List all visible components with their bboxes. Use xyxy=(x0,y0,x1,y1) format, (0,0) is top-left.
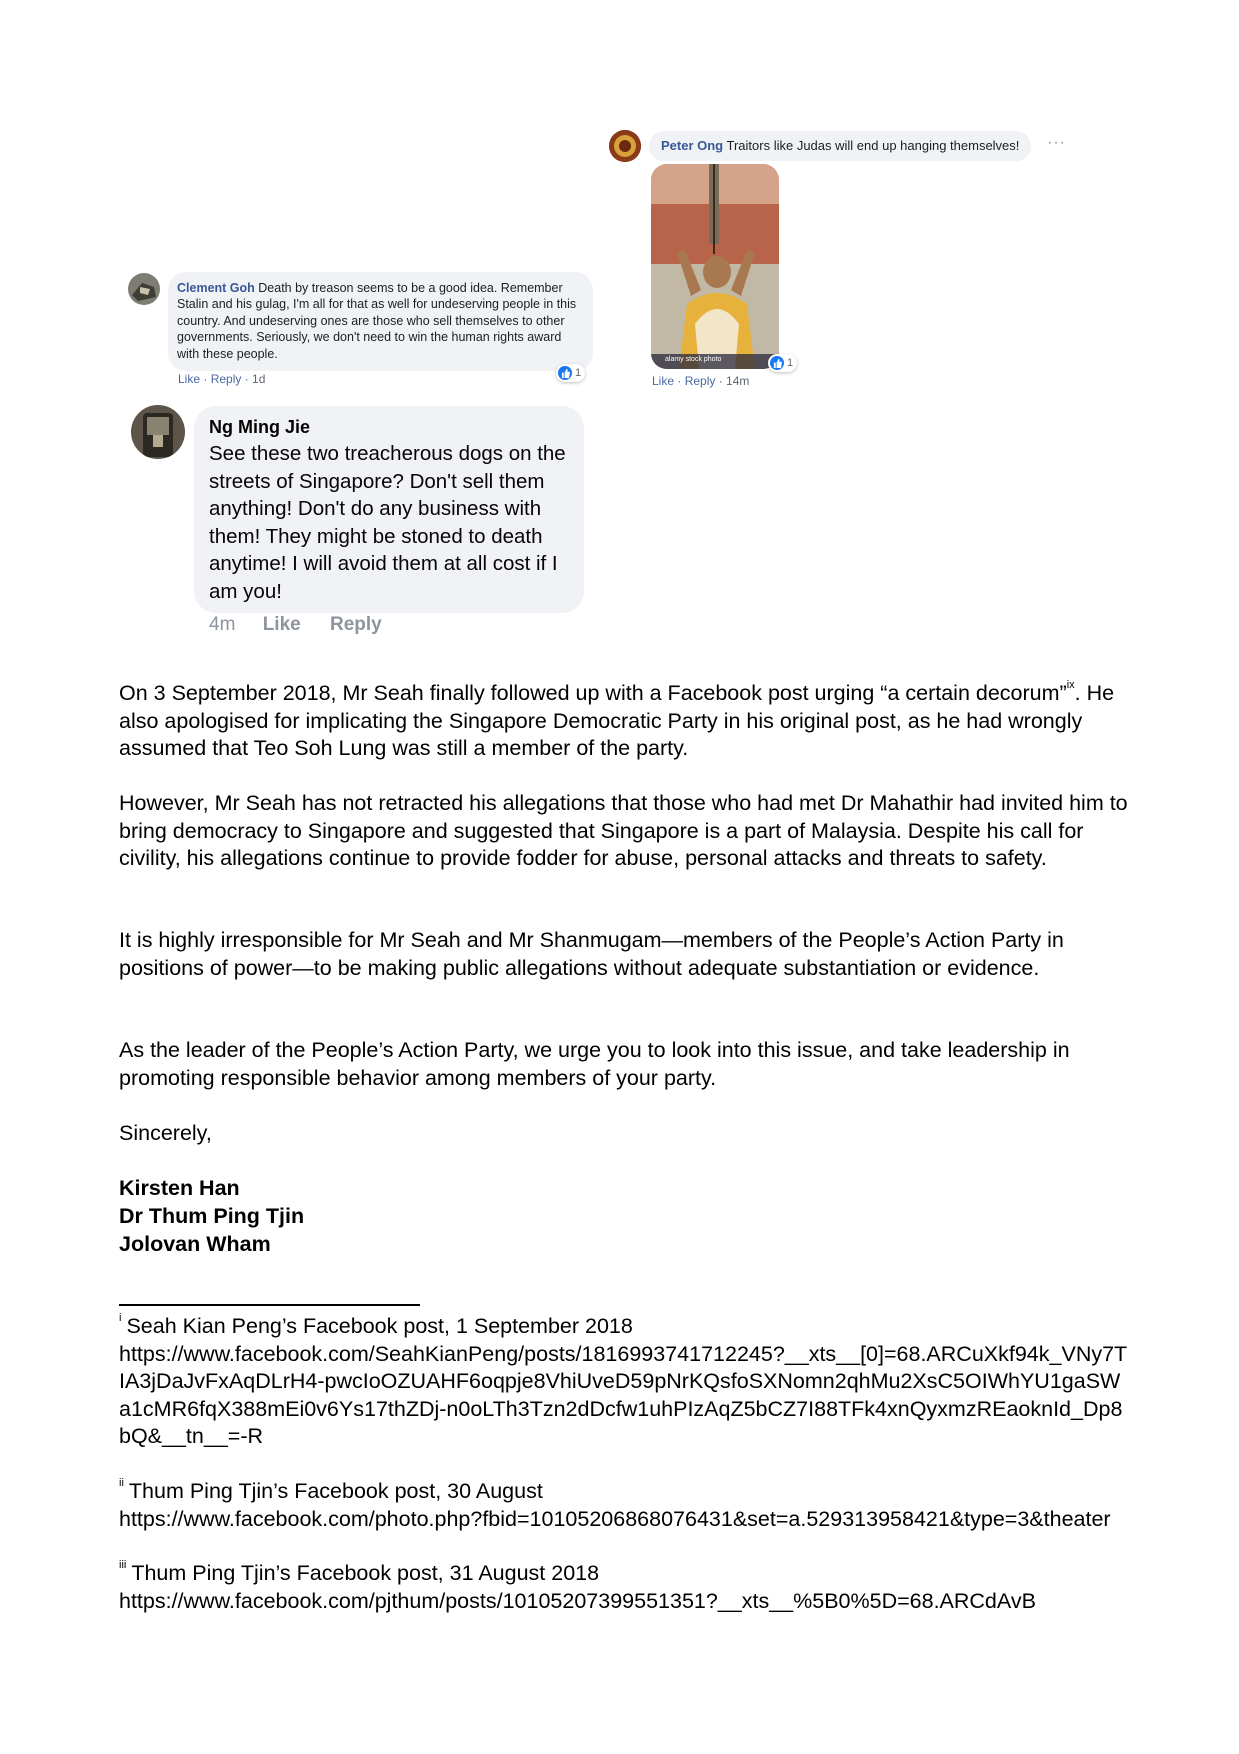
peter-ong-comment-text: Traitors like Judas will end up hanging themselves! xyxy=(726,138,1020,153)
peter-ong-reaction-count[interactable] xyxy=(768,354,797,372)
clement-goh-avatar[interactable] xyxy=(128,273,160,305)
clement-goh-reply-link[interactable]: Reply xyxy=(210,372,242,386)
footnote-separator xyxy=(119,1304,420,1306)
peter-ong-attached-photo[interactable] xyxy=(651,164,779,369)
footnote-title: Thum Ping Tjin’s Facebook post, 30 August xyxy=(128,1479,543,1503)
ng-ming-jie-comment-actions xyxy=(209,614,382,636)
peter-ong-comment-bubble xyxy=(649,131,1031,161)
footnote-mark: ii xyxy=(119,1477,124,1489)
like-reaction-icon xyxy=(558,366,572,380)
ng-ming-jie-avatar[interactable] xyxy=(131,405,185,459)
signatory-jolovan-wham: Jolovan Wham xyxy=(119,1232,271,1256)
clement-goh-reaction-number: 1 xyxy=(575,367,582,379)
ng-ming-jie-name[interactable]: Ng Ming Jie xyxy=(209,417,311,437)
peter-ong-avatar[interactable] xyxy=(609,130,641,162)
footnote-mark: i xyxy=(119,1312,122,1324)
like-reaction-icon xyxy=(770,356,784,370)
footnote-i xyxy=(119,1313,1129,1451)
footnote-title: Seah Kian Peng’s Facebook post, 1 September 2018 xyxy=(126,1314,633,1338)
paragraph-decorum xyxy=(119,680,1129,763)
footnote-url[interactable]: https://www.facebook.com/pjthum/posts/10105207399551351?__xts__%5B0%5D=68.ARCdAvB xyxy=(119,1588,1036,1613)
paragraph-allegations: However, Mr Seah has not retracted his allegations that those who had met Dr Mahathir had invited him to bring democracy to Singapore and suggested that Singapore is a part of Malaysia. Despite his call for civility, his allegations continue to provide fodder for abuse, personal attacks and threats to safety. xyxy=(119,791,1128,870)
ng-ming-jie-comment-bubble xyxy=(194,406,584,613)
paragraph-urge: As the leader of the People’s Action Party, we urge you to look into this issue, and take leadership in promoting responsible behavior among members of your party. xyxy=(119,1038,1070,1090)
clement-goh-name-link[interactable]: Clement Goh xyxy=(177,281,255,295)
clement-goh-like-link[interactable]: Like xyxy=(178,372,201,386)
clement-goh-comment-text: Death by treason seems to be a good idea. Remember Stalin and his gulag, I'm all for that as well for undeserving people in this country. And undeserving ones are those who sell themselves to other governments. Seriously, we don't need to win the human rights award with these people. xyxy=(177,281,577,361)
footnote-mark: iii xyxy=(119,1559,127,1571)
ng-ming-jie-reply-button[interactable]: Reply xyxy=(330,614,382,635)
peter-ong-name-link[interactable]: Peter Ong xyxy=(661,138,724,153)
photo-watermark: alamy stock photo xyxy=(665,356,722,363)
signatory-thum-ping-tjin: Dr Thum Ping Tjin xyxy=(119,1204,305,1228)
signatory-kirsten-han: Kirsten Han xyxy=(119,1176,240,1200)
footnote-url[interactable]: https://www.facebook.com/SeahKianPeng/posts/1816993741712245?__xts__[0]=68.ARCuXkf94k_VNy7TIA3jDaJvFxAqDLrH4-pwcIoOZUAHF6oqpje8VhiUveD59pNrKQsfoSXNomn2qhMu2XsC5OIWhYU1gaSWa1cMR6fqX388mEi0v6Ys17thZDj-n0oLTh3Tzn2dDcfw1uhPIzAqZ5bCZ7I88TFk4xnQyxmzREaoknId_Dp8bQ&__tn__=-R xyxy=(119,1341,1128,1448)
ng-ming-jie-timestamp[interactable]: 4m xyxy=(209,614,236,635)
paragraph-irresponsible: It is highly irresponsible for Mr Seah and Mr Shanmugam—members of the People’s Action Party in positions of power—to be making public allegations without adequate substantiation or evidence. xyxy=(119,928,1064,980)
peter-ong-like-link[interactable]: Like xyxy=(652,374,675,388)
clement-goh-reaction-count[interactable] xyxy=(556,364,585,382)
paragraph-decorum-text-start: On 3 September 2018, Mr Seah finally followed up with a Facebook post urging “a certain decorum” xyxy=(119,681,1067,705)
peter-ong-timestamp[interactable]: 14m xyxy=(726,374,750,388)
peter-ong-reply-link[interactable]: Reply xyxy=(684,374,716,388)
peter-ong-comment-actions: Like · Reply · 14m xyxy=(652,374,750,388)
clement-goh-comment-actions: Like · Reply · 1d xyxy=(178,372,266,386)
ng-ming-jie-like-button[interactable]: Like xyxy=(262,614,301,635)
peter-ong-reaction-number: 1 xyxy=(787,357,794,369)
footnote-url[interactable]: https://www.facebook.com/photo.php?fbid=10105206868076431&set=a.529313958421&type=3&theater xyxy=(119,1506,1111,1531)
closing: Sincerely, xyxy=(119,1121,212,1145)
clement-goh-comment-bubble xyxy=(168,272,593,371)
footnote-ii xyxy=(119,1478,1129,1533)
footnote-title: Thum Ping Tjin’s Facebook post, 31 August 2018 xyxy=(131,1561,600,1585)
more-options-icon[interactable]: ··· xyxy=(1047,134,1066,151)
clement-goh-timestamp[interactable]: 1d xyxy=(252,372,266,386)
ng-ming-jie-comment-text: See these two treacherous dogs on the streets of Singapore? Don't sell them anything! Don't do any business with them! They might be stoned to death anytime! I will avoid them at all cost if I am you! xyxy=(209,442,566,603)
footnote-ref-ix[interactable]: ix xyxy=(1066,679,1075,691)
paragraph-decorum-text-end: . He also apologised for implicating the Singapore Democratic Party in his original post, as he had wrongly assumed that Teo Soh Lung was still a member of the party. xyxy=(119,681,1115,760)
footnote-iii xyxy=(119,1560,1129,1615)
